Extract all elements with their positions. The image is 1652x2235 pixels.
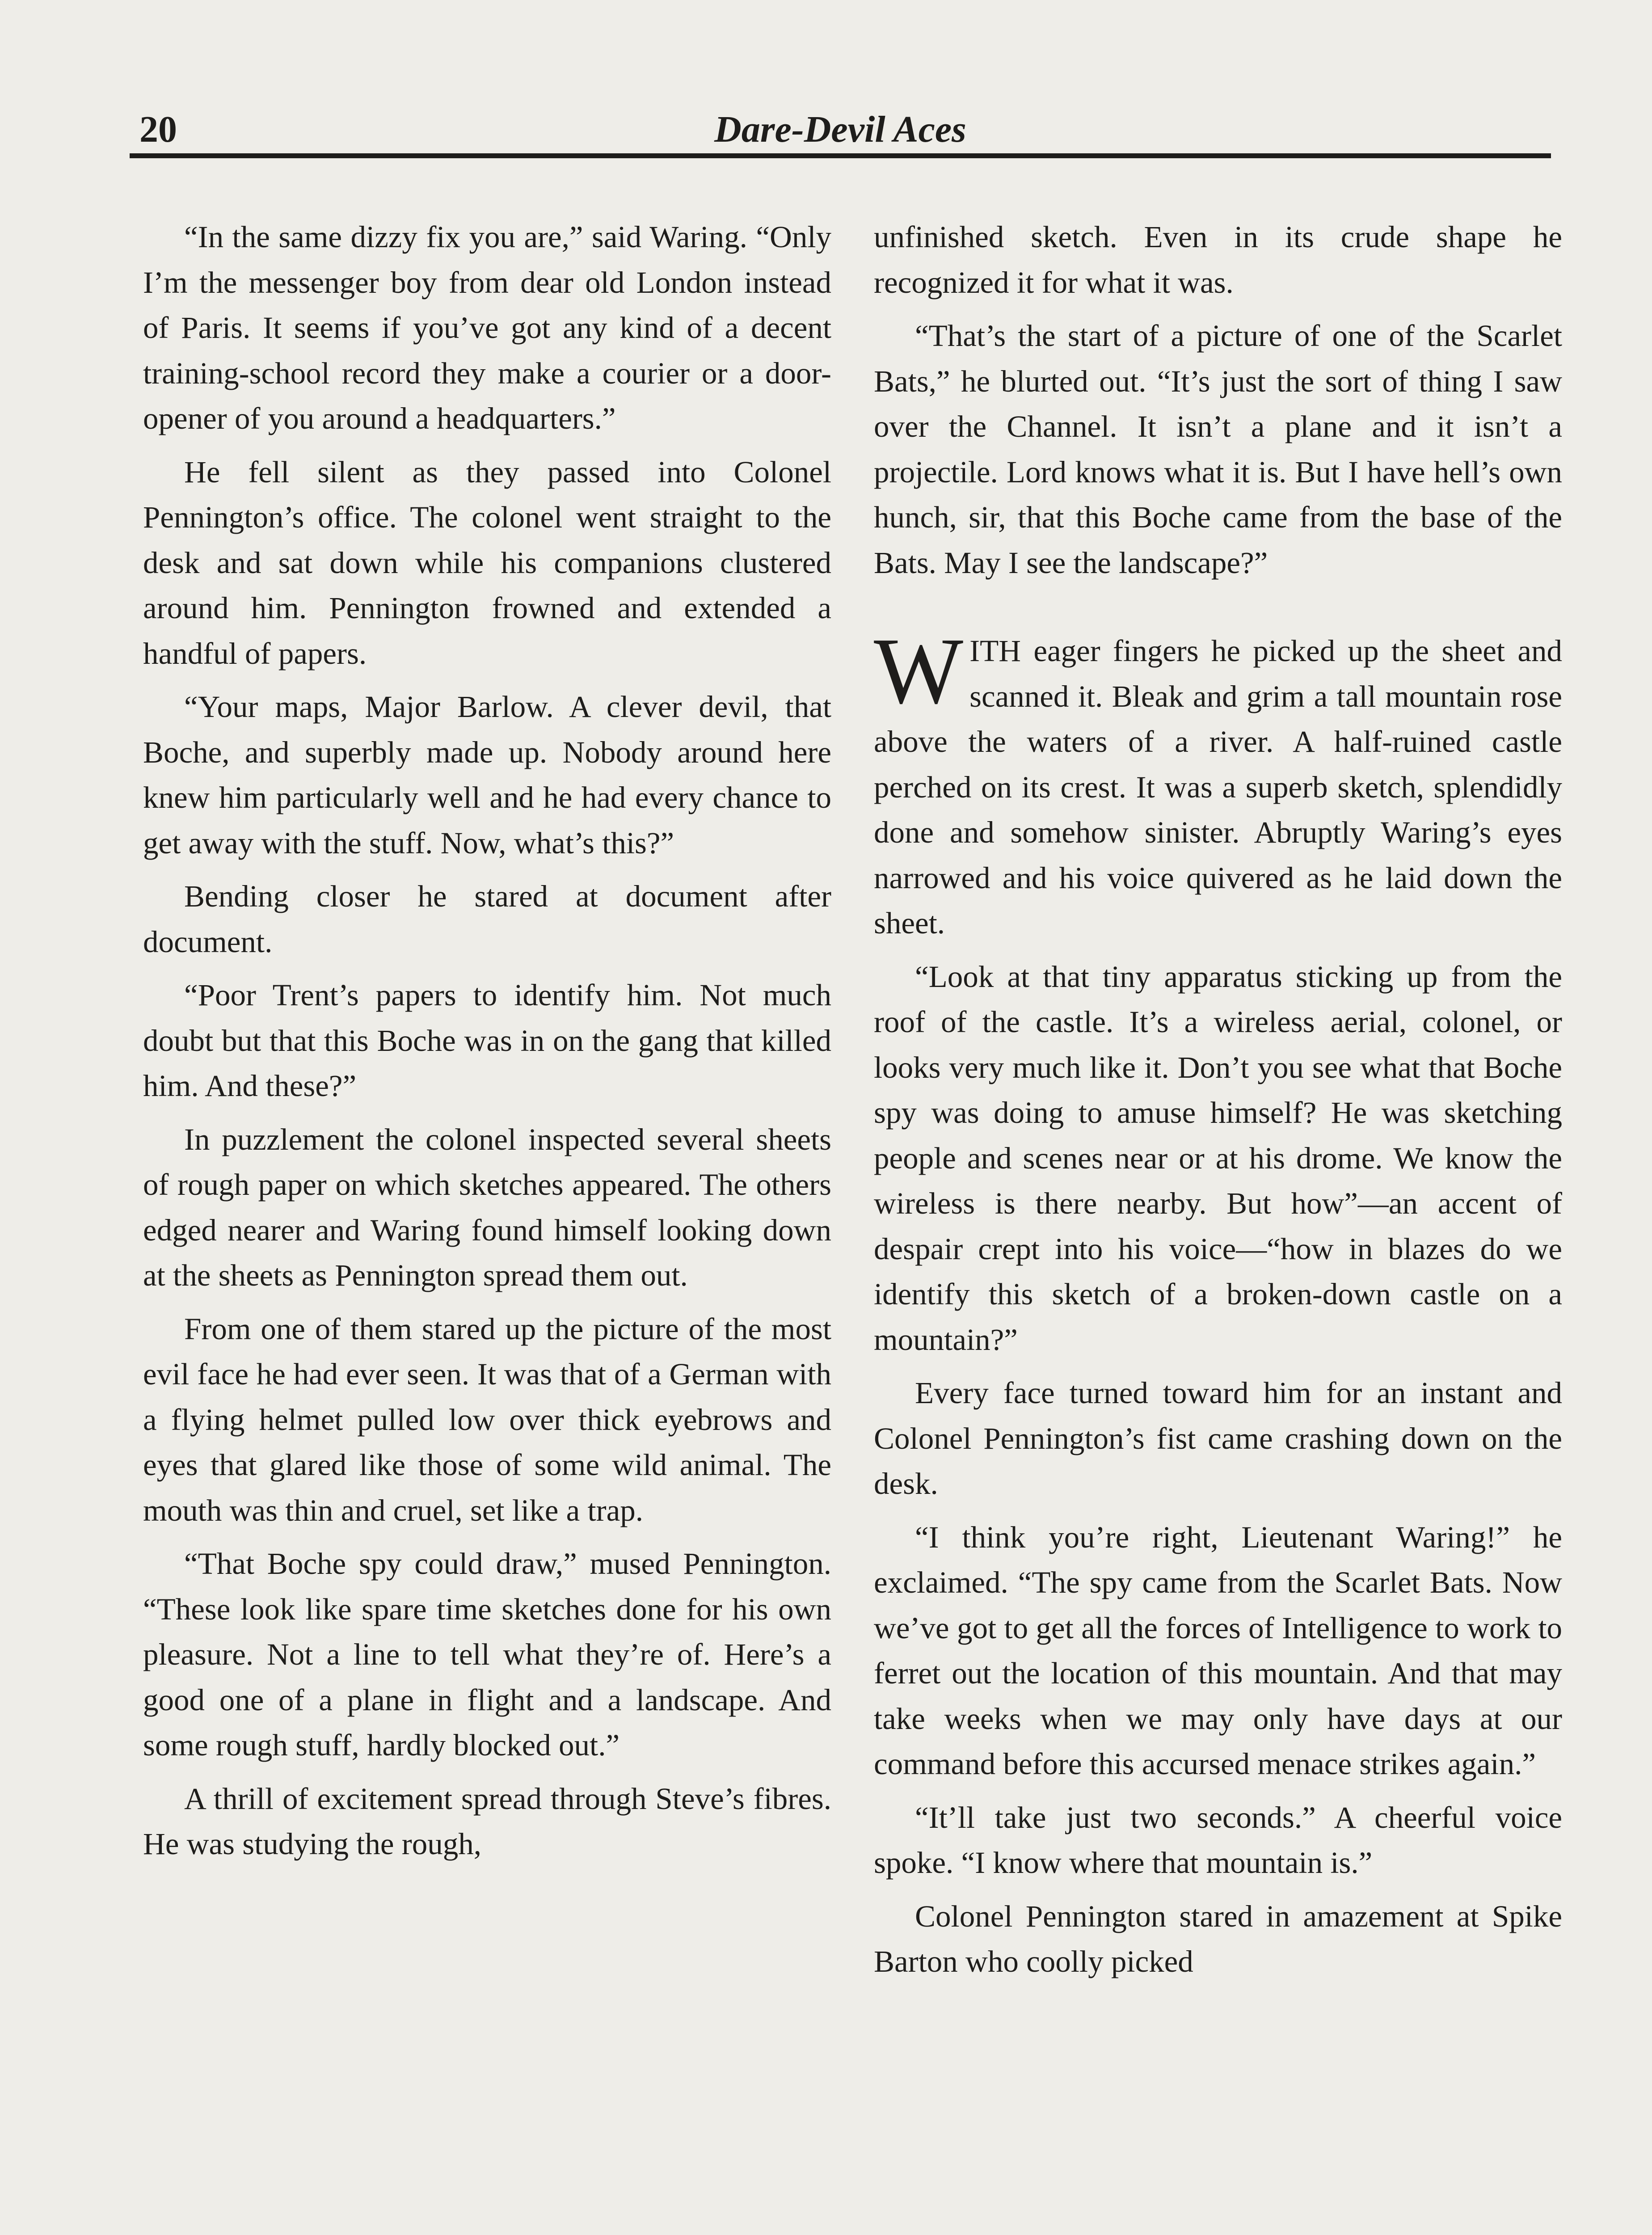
page-header bbox=[130, 105, 1551, 159]
paragraph: “Look at that tiny apparatus sticking up from the roof of the castle. It’s a wireless aerial, colonel, or looks very much like it. Don’t you see what that Boche spy was doing to amuse himself? He was sketching people and scenes near or at his drome. We know the wireless is there nearby. But how”—an accent of despair crept into his voice—“how in blazes do we identify this sketch of a broken-down castle on a mountain?” bbox=[874, 959, 1562, 1357]
paragraph: Bending closer he stared at document after document. bbox=[143, 879, 831, 959]
paragraph: “Your maps, Major Barlow. A clever devil, that Boche, and superbly made up. Nobody around here knew him particularly well and he had every chance to get away with the stuff. Now, what’s this?” bbox=[143, 690, 831, 860]
paragraph: Every face turned toward him for an instant and Colonel Pennington’s fist came crashing down on the desk. bbox=[874, 1376, 1562, 1501]
paragraph: “Poor Trent’s papers to identify him. Not much doubt but that this Boche was in on the gang that killed him. And these?” bbox=[143, 978, 831, 1103]
section-break bbox=[874, 594, 1562, 628]
paragraph: A thrill of excitement spread through Steve’s fibres. He was studying the rough, bbox=[143, 1781, 831, 1861]
drop-cap: W bbox=[874, 618, 964, 723]
drop-cap-paragraph bbox=[874, 618, 1562, 946]
paragraph: “It’ll take just two seconds.” A cheerful voice spoke. “I know where that mountain is.” bbox=[874, 1800, 1562, 1880]
paragraph: “In the same dizzy fix you are,” said Waring. “Only I’m the messenger boy from dear old London instead of Paris. It seems if you’ve got any kind of a decent training-school record they make a courier or a door-opener of you around a headquarters.” bbox=[143, 220, 831, 435]
paragraph: “I think you’re right, Lieutenant Waring!” he exclaimed. “The spy came from the Scarlet Bats. Now we’ve got to get all the forces of Intelligence to work to ferret out the location of this mountain. And that may take weeks when we may only have days at our command before this accursed menace strikes again.” bbox=[874, 1520, 1562, 1781]
paragraph: He fell silent as they passed into Colonel Pennington’s office. The colonel went straight to the desk and sat down while his companions clustered around him. Pennington frowned and extended a handful of papers. bbox=[143, 455, 831, 670]
magazine-title: Dare-Devil Aces bbox=[714, 109, 966, 150]
paragraph: unfinished sketch. Even in its crude shape he recognized it for what it was. bbox=[874, 220, 1562, 299]
paragraph: In puzzlement the colonel inspected several sheets of rough paper on which sketches appeared. The others edged nearer and Waring found himself looking down at the sheets as Pennington spread them out. bbox=[143, 1122, 831, 1292]
paragraph: Colonel Pennington stared in amazement at Spike Barton who coolly picked bbox=[874, 1899, 1562, 1978]
right-column bbox=[874, 215, 1562, 1993]
paragraph: “That’s the start of a picture of one of the Scarlet Bats,” he blurted out. “It’s just the sort of thing I saw over the Channel. It isn’t a plane and it isn’t a projectile. Lord knows what it is. But I have hell’s own hunch, sir, that this Boche came from the base of the Bats. May I see the landscape?” bbox=[874, 319, 1562, 580]
paragraph: “That Boche spy could draw,” mused Pennington. “These look like spare time sketches done for his own pleasure. Not a line to tell what they’re of. Here’s a good one of a plane in flight and a landscape. And some rough stuff, hardly blocked out.” bbox=[143, 1547, 831, 1762]
page-number: 20 bbox=[139, 109, 177, 150]
left-column bbox=[143, 215, 831, 1875]
paragraph: From one of them stared up the picture of the most evil face he had ever seen. It was that of a German with a flying helmet pulled low over thick eyebrows and eyes that glared like those of some wild animal. The mouth was thin and cruel, set like a trap. bbox=[143, 1311, 831, 1527]
drop-cap-paragraph-text: ITH eager fingers he picked up the sheet and scanned it. Bleak and grim a tall mountain rose above the waters of a river. A half-ruined castle perched on its crest. It was a superb sketch, splendidly done and somehow sinister. Abruptly Waring’s eyes narrowed and his voice quivered as he laid down the sheet. bbox=[874, 634, 1562, 940]
header-rule bbox=[130, 153, 1551, 158]
